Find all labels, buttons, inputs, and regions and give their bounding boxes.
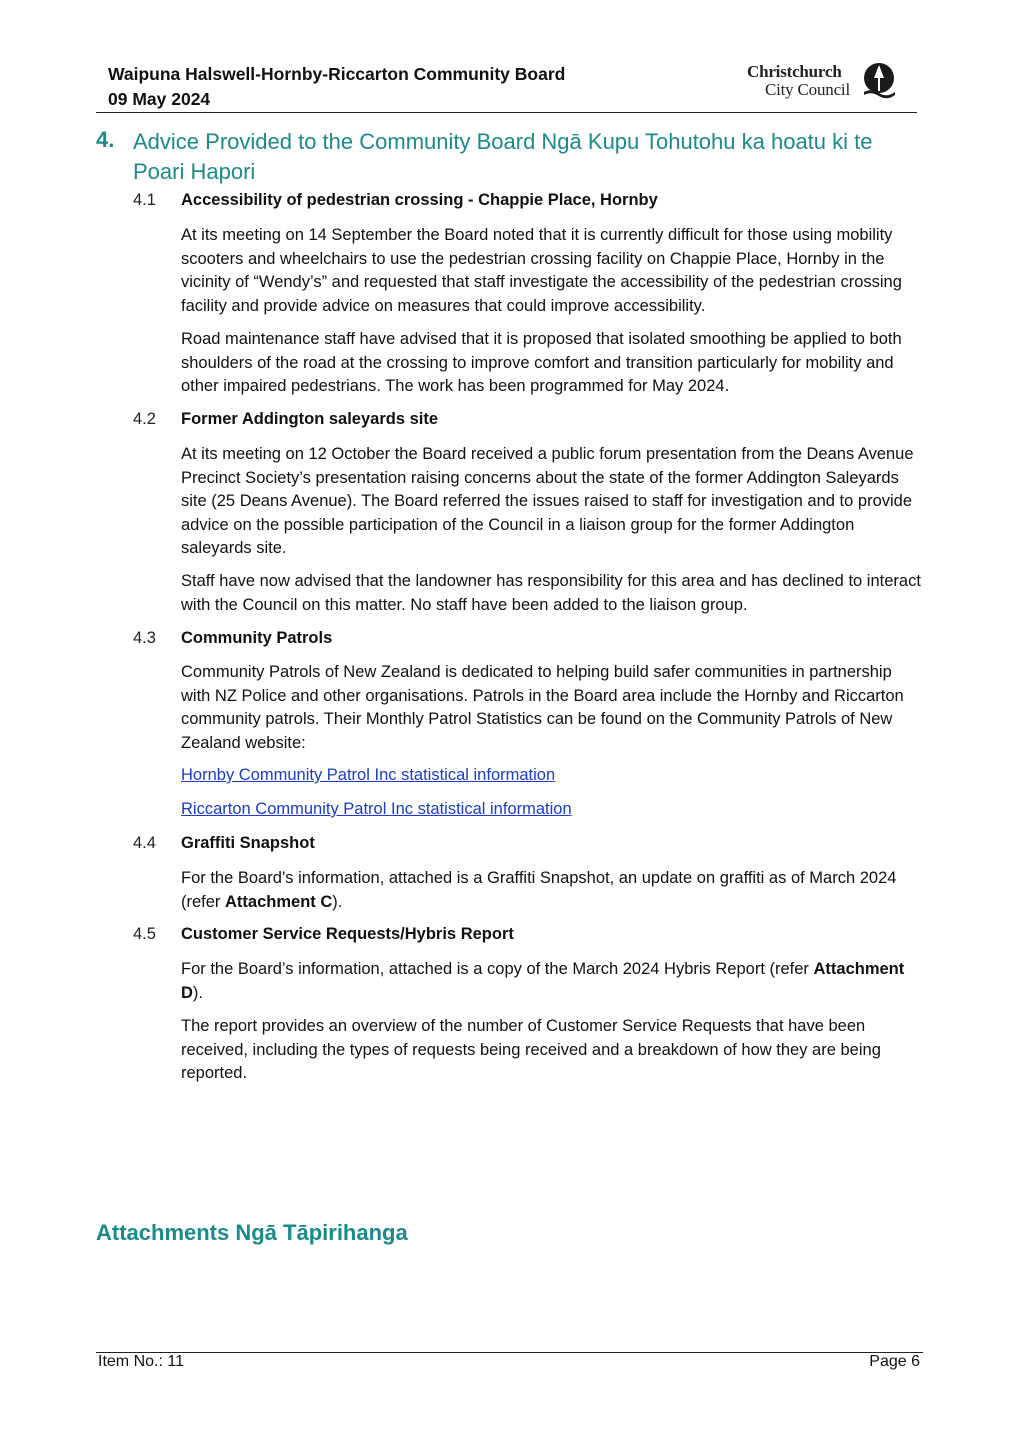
- attachments-heading: Attachments Ngā Tāpirihanga: [96, 1220, 408, 1245]
- item-paragraph: [181, 958, 921, 1005]
- item-paragraph: [181, 867, 921, 914]
- page-number: Page 6: [869, 1353, 920, 1370]
- item-number: 4.5: [133, 925, 156, 943]
- item-number: 4.3: [133, 629, 156, 647]
- item-number: 4.4: [133, 834, 156, 852]
- meeting-date: 09 May 2024: [108, 89, 211, 109]
- paragraph-text: For the Board’s information, attached is a Graffiti Snapshot, an update on graffiti as of March 2024 (refer: [181, 869, 897, 911]
- paragraph-text: ).: [332, 892, 343, 911]
- item-paragraph: At its meeting on 12 October the Board received a public forum presentation from the Deans Avenue Precinct Society’s presentation raising concerns about the state of the former Addington Saleyards site (25 Deans Avenue). The Board referred the issues raised to staff for investigation and to provide advice on the possible participation of the Council in a liaison group for the former Addington saleyards site.: [181, 445, 914, 558]
- item-heading: Former Addington saleyards site: [181, 410, 439, 428]
- item-number: 4.2: [133, 410, 156, 428]
- item-paragraph: Staff have now advised that the landowner has responsibility for this area and has declined to interact with the Council on this matter. No staff have been added to the liaison group.: [181, 572, 921, 614]
- riccarton-patrol-link[interactable]: Riccarton Community Patrol Inc statistical information: [181, 800, 572, 818]
- header-divider: [96, 112, 917, 113]
- board-name: Waipuna Halswell-Hornby-Riccarton Community Board: [108, 64, 566, 84]
- item-paragraph: The report provides an overview of the number of Customer Service Requests that have been received, including the types of requests being received and a breakdown of how they are being reported.: [181, 1017, 881, 1083]
- council-logo: [747, 62, 907, 104]
- attachment-reference: Attachment C: [225, 892, 333, 911]
- item-paragraph: Road maintenance staff have advised that it is proposed that isolated smoothing be applied to both shoulders of the road at the crossing to improve comfort and transition particularly for mobility and other impaired pedestrians. The work has been programmed for May 2024.: [181, 330, 902, 396]
- section-number: 4.: [96, 127, 115, 152]
- hornby-patrol-link[interactable]: Hornby Community Patrol Inc statistical information: [181, 766, 556, 784]
- section-title: Advice Provided to the Community Board Ngā Kupu Tohutohu ka hoatu ki te Poari Hapori: [133, 129, 873, 184]
- footer-divider: [96, 1352, 923, 1353]
- item-number: 4.1: [133, 191, 156, 209]
- item-heading: Graffiti Snapshot: [181, 834, 315, 852]
- item-heading: Customer Service Requests/Hybris Report: [181, 925, 514, 943]
- paragraph-text: For the Board’s information, attached is a copy of the March 2024 Hybris Report (refer: [181, 960, 814, 978]
- paragraph-text: ).: [192, 983, 204, 1002]
- logo-text-line1: Christchurch: [747, 62, 842, 81]
- item-heading: Accessibility of pedestrian crossing - Chappie Place, Hornby: [181, 191, 658, 209]
- item-paragraph: Community Patrols of New Zealand is dedicated to helping build safer communities in partnership with NZ Police and other organisations. Patrols in the Board area include the Hornby and Riccarton community patrols. Their Monthly Patrol Statistics can be found on the Community Patrols of New Zealand website:: [181, 663, 904, 752]
- item-number-footer: Item No.: 11: [98, 1353, 184, 1370]
- logo-text-line2: City Council: [765, 80, 850, 99]
- item-heading: Community Patrols: [181, 629, 333, 647]
- attachment-reference: Attachment D: [181, 960, 905, 1002]
- council-logo-icon: [861, 62, 897, 100]
- item-paragraph: At its meeting on 14 September the Board noted that it is currently difficult for those using mobility scooters and wheelchairs to use the pedestrian crossing facility on Chappie Place, Hornby in the vicinity of “Wendy’s” and requested that staff investigate the accessibility of the pedestrian crossing facility and provide advice on measures that could improve accessibility.: [181, 226, 902, 315]
